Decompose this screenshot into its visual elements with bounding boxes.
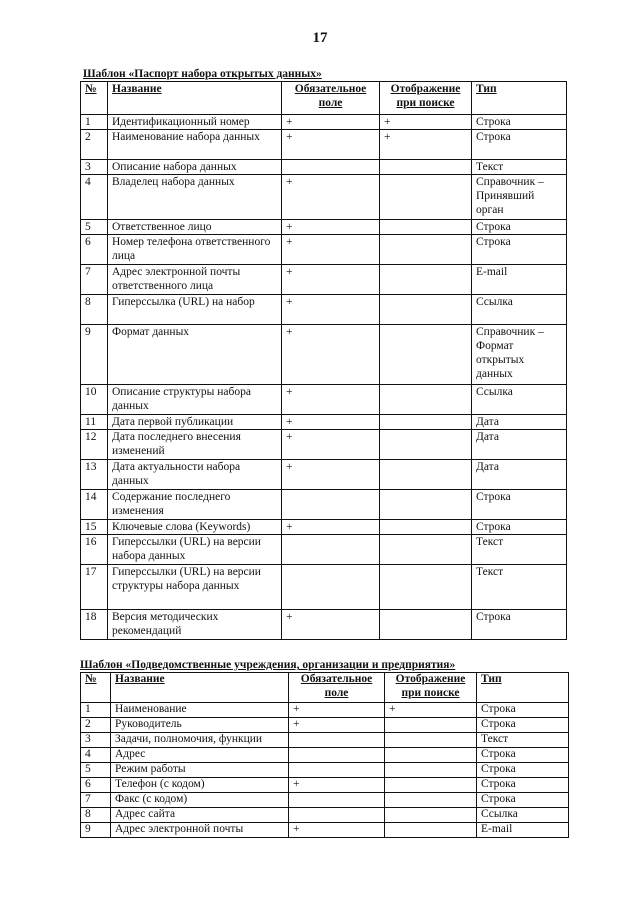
cell-name: Описание структуры набора данных	[108, 385, 282, 415]
cell-name: Версия методических рекомендаций	[108, 610, 282, 640]
table-row	[81, 430, 567, 460]
cell-type: Текст	[472, 535, 567, 565]
cell-search	[385, 778, 477, 793]
table-row	[81, 160, 567, 175]
cell-search	[380, 295, 472, 325]
cell-type: Текст	[477, 733, 569, 748]
cell-type: Справочник – Принявший орган	[472, 175, 567, 220]
cell-num: 2	[81, 718, 111, 733]
cell-type: Дата	[472, 430, 567, 460]
cell-search	[380, 385, 472, 415]
cell-name: Ответственное лицо	[108, 220, 282, 235]
cell-search: +	[385, 703, 477, 718]
cell-name: Описание набора данных	[108, 160, 282, 175]
cell-type: Строка	[477, 778, 569, 793]
cell-search	[380, 325, 472, 385]
cell-type: Строка	[472, 220, 567, 235]
cell-search	[380, 160, 472, 175]
table-row	[81, 175, 567, 220]
cell-type: Строка	[477, 718, 569, 733]
cell-name: Гиперссылки (URL) на версии набора данных	[108, 535, 282, 565]
cell-search	[380, 430, 472, 460]
cell-name: Факс (с кодом)	[111, 793, 289, 808]
table-row	[81, 778, 569, 793]
cell-num: 4	[81, 748, 111, 763]
cell-num: 7	[81, 793, 111, 808]
cell-num: 5	[81, 763, 111, 778]
cell-search	[385, 763, 477, 778]
cell-name: Ключевые слова (Keywords)	[108, 520, 282, 535]
cell-num: 9	[81, 325, 108, 385]
cell-type: Текст	[472, 160, 567, 175]
cell-type: Строка	[477, 703, 569, 718]
cell-search: +	[380, 130, 472, 160]
cell-num: 10	[81, 385, 108, 415]
cell-num: 8	[81, 295, 108, 325]
cell-name: Гиперссылка (URL) на набор	[108, 295, 282, 325]
cell-num: 12	[81, 430, 108, 460]
table-row	[81, 460, 567, 490]
cell-search: +	[380, 115, 472, 130]
cell-required	[289, 808, 385, 823]
cell-num: 6	[81, 778, 111, 793]
cell-required: +	[282, 235, 380, 265]
cell-type: Строка	[477, 763, 569, 778]
table-row	[81, 325, 567, 385]
cell-name: Дата последнего внесения изменений	[108, 430, 282, 460]
cell-required: +	[282, 130, 380, 160]
header-num: №	[81, 673, 111, 703]
cell-num: 9	[81, 823, 111, 838]
cell-required: +	[282, 325, 380, 385]
cell-num: 16	[81, 535, 108, 565]
cell-search	[380, 490, 472, 520]
cell-type: Строка	[472, 115, 567, 130]
cell-required: +	[282, 220, 380, 235]
cell-search	[385, 808, 477, 823]
cell-search	[385, 793, 477, 808]
cell-type: Строка	[472, 520, 567, 535]
cell-required: +	[282, 175, 380, 220]
cell-required: +	[282, 265, 380, 295]
cell-name: Задачи, полномочия, функции	[111, 733, 289, 748]
header-type: Тип	[472, 82, 567, 115]
cell-required: +	[289, 718, 385, 733]
cell-name: Руководитель	[111, 718, 289, 733]
cell-type: Дата	[472, 460, 567, 490]
cell-type: Строка	[472, 130, 567, 160]
cell-num: 4	[81, 175, 108, 220]
cell-name: Гиперссылки (URL) на версии структуры набора данных	[108, 565, 282, 610]
cell-num: 3	[81, 733, 111, 748]
cell-search	[380, 565, 472, 610]
cell-type: Ссылка	[472, 295, 567, 325]
cell-name: Дата актуальности набора данных	[108, 460, 282, 490]
table-row	[81, 115, 567, 130]
cell-required: +	[282, 430, 380, 460]
table-row	[81, 733, 569, 748]
cell-name: Владелец набора данных	[108, 175, 282, 220]
subordinate-organizations-table	[80, 672, 569, 838]
cell-required	[282, 535, 380, 565]
table-row	[81, 385, 567, 415]
cell-name: Идентификационный номер	[108, 115, 282, 130]
cell-search	[380, 175, 472, 220]
cell-type: E-mail	[477, 823, 569, 838]
cell-required	[282, 565, 380, 610]
cell-num: 15	[81, 520, 108, 535]
cell-name: Адрес сайта	[111, 808, 289, 823]
cell-name: Дата первой публикации	[108, 415, 282, 430]
table-row	[81, 610, 567, 640]
header-required: Обязательное поле	[282, 82, 380, 115]
cell-type: Ссылка	[477, 808, 569, 823]
cell-search	[380, 520, 472, 535]
cell-type: E-mail	[472, 265, 567, 295]
cell-required: +	[282, 115, 380, 130]
table-row	[81, 748, 569, 763]
cell-type: Дата	[472, 415, 567, 430]
cell-num: 7	[81, 265, 108, 295]
cell-name: Номер телефона ответственного лица	[108, 235, 282, 265]
table-row	[81, 490, 567, 520]
cell-search	[385, 718, 477, 733]
cell-required	[289, 748, 385, 763]
cell-name: Формат данных	[108, 325, 282, 385]
cell-num: 13	[81, 460, 108, 490]
table-row	[81, 220, 567, 235]
table-row	[81, 415, 567, 430]
table-row	[81, 808, 569, 823]
table-row	[81, 520, 567, 535]
cell-num: 17	[81, 565, 108, 610]
header-num: №	[81, 82, 108, 115]
cell-num: 2	[81, 130, 108, 160]
table-row	[81, 535, 567, 565]
cell-search	[380, 235, 472, 265]
header-search: Отображение при поиске	[380, 82, 472, 115]
table-row	[81, 235, 567, 265]
cell-required: +	[282, 520, 380, 535]
cell-required	[282, 490, 380, 520]
table-row	[81, 763, 569, 778]
table1-caption: Шаблон «Паспорт набора открытых данных»	[83, 68, 322, 80]
cell-search	[385, 733, 477, 748]
table-row	[81, 130, 567, 160]
table-row	[81, 823, 569, 838]
cell-type: Строка	[472, 490, 567, 520]
cell-type: Строка	[472, 610, 567, 640]
cell-required: +	[282, 415, 380, 430]
cell-name: Режим работы	[111, 763, 289, 778]
table-row	[81, 295, 567, 325]
cell-name: Телефон (с кодом)	[111, 778, 289, 793]
page-number: 17	[312, 30, 328, 46]
cell-search	[385, 748, 477, 763]
header-name: Название	[108, 82, 282, 115]
cell-num: 6	[81, 235, 108, 265]
cell-required: +	[282, 610, 380, 640]
cell-name: Адрес	[111, 748, 289, 763]
cell-num: 11	[81, 415, 108, 430]
header-required: Обязательное поле	[289, 673, 385, 703]
cell-num: 1	[81, 703, 111, 718]
cell-num: 18	[81, 610, 108, 640]
cell-required	[289, 793, 385, 808]
cell-num: 1	[81, 115, 108, 130]
cell-required: +	[289, 703, 385, 718]
table-row	[81, 703, 569, 718]
cell-num: 14	[81, 490, 108, 520]
cell-type: Справочник – Формат открытых данных	[472, 325, 567, 385]
cell-required: +	[282, 385, 380, 415]
header-type: Тип	[477, 673, 569, 703]
cell-type: Строка	[477, 748, 569, 763]
cell-name: Наименование	[111, 703, 289, 718]
table-row	[81, 793, 569, 808]
cell-type: Ссылка	[472, 385, 567, 415]
cell-search	[385, 823, 477, 838]
cell-search	[380, 220, 472, 235]
open-data-passport-table	[80, 81, 567, 640]
header-name: Название	[111, 673, 289, 703]
cell-type: Строка	[472, 235, 567, 265]
cell-search	[380, 535, 472, 565]
cell-num: 5	[81, 220, 108, 235]
cell-name: Адрес электронной почты	[111, 823, 289, 838]
cell-num: 8	[81, 808, 111, 823]
cell-required: +	[282, 460, 380, 490]
cell-num: 3	[81, 160, 108, 175]
header-search: Отображение при поиске	[385, 673, 477, 703]
cell-name: Наименование набора данных	[108, 130, 282, 160]
table-row	[81, 718, 569, 733]
cell-type: Строка	[477, 793, 569, 808]
cell-required	[282, 160, 380, 175]
cell-required	[289, 733, 385, 748]
cell-search	[380, 415, 472, 430]
cell-required: +	[289, 823, 385, 838]
cell-required: +	[289, 778, 385, 793]
cell-name: Адрес электронной почты ответственного лица	[108, 265, 282, 295]
cell-required: +	[282, 295, 380, 325]
table2-caption: Шаблон «Подведомственные учреждения, организации и предприятия»	[80, 659, 456, 671]
table-row	[81, 565, 567, 610]
cell-name: Содержание последнего изменения	[108, 490, 282, 520]
cell-required	[289, 763, 385, 778]
cell-search	[380, 265, 472, 295]
cell-search	[380, 610, 472, 640]
cell-search	[380, 460, 472, 490]
table-row	[81, 265, 567, 295]
cell-type: Текст	[472, 565, 567, 610]
